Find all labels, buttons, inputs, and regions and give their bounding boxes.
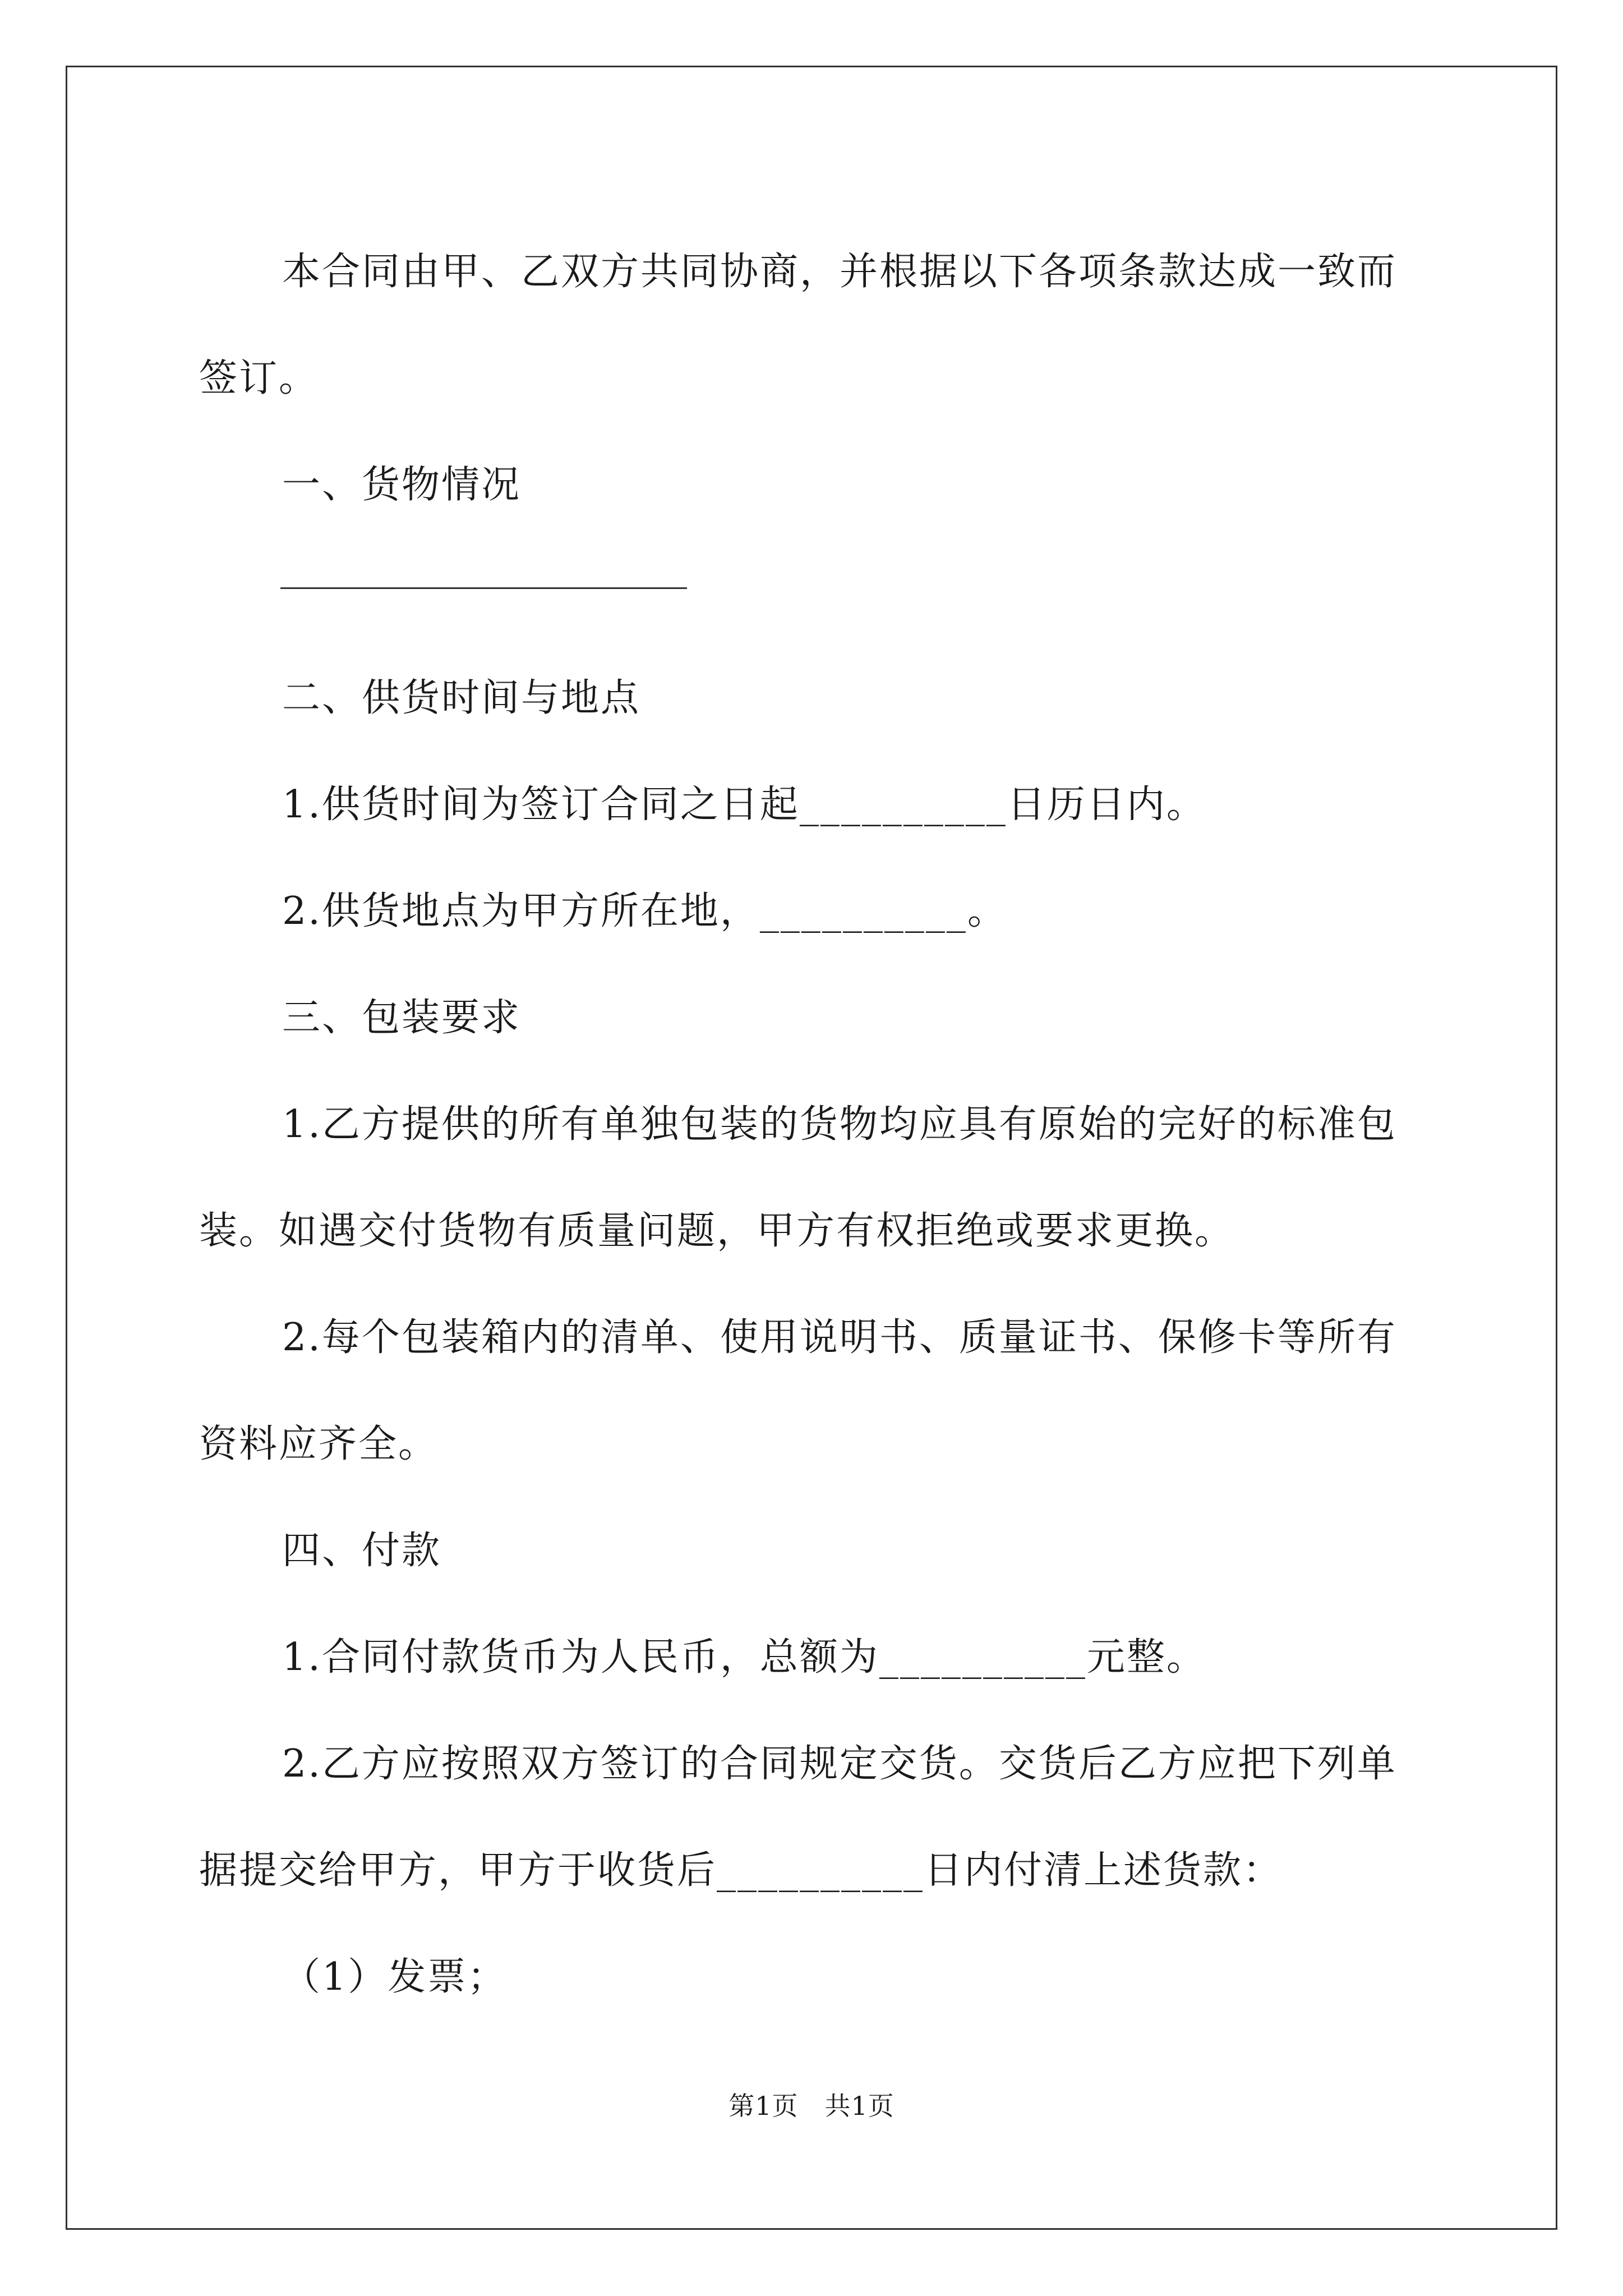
blank-fill-line	[280, 587, 687, 589]
intro-paragraph: 本合同由甲、乙双方共同协商，并根据以下各项条款达成一致而签订。	[199, 250, 1398, 401]
clause-payment-terms: 2.乙方应按照双方签订的合同规定交货。交货后乙方应把下列单据提交给甲方，甲方于收货后__________日内付清上述货款：	[199, 1742, 1397, 1893]
blank-spacer	[199, 539, 1433, 645]
section-heading-packaging: 三、包装要求	[282, 996, 522, 1040]
clause-delivery-place: 2.供货地点为甲方所在地，__________。	[282, 889, 1007, 933]
document-body	[199, 219, 1433, 2031]
list-item-invoice: （1）发票；	[282, 1955, 508, 1999]
clause-delivery-time: 1.供货时间为签订合同之日起__________日历日内。	[282, 783, 1206, 827]
clause-packaging-standard: 1.乙方提供的所有单独包装的货物均应具有原始的完好的标准包装。如遇交付货物有质量问题，甲方有权拒绝或要求更换。	[199, 1102, 1397, 1253]
section-heading-delivery: 二、供货时间与地点	[282, 676, 641, 720]
section-heading-goods: 一、货物情况	[282, 463, 522, 507]
page-footer: 第1页 共1页	[728, 2091, 895, 2121]
clause-packaging-documents: 2.每个包装箱内的清单、使用说明书、质量证书、保修卡等所有资料应齐全。	[199, 1315, 1397, 1466]
clause-payment-currency: 1.合同付款货币为人民币，总额为__________元整。	[282, 1635, 1206, 1680]
section-heading-payment: 四、付款	[282, 1529, 442, 1573]
